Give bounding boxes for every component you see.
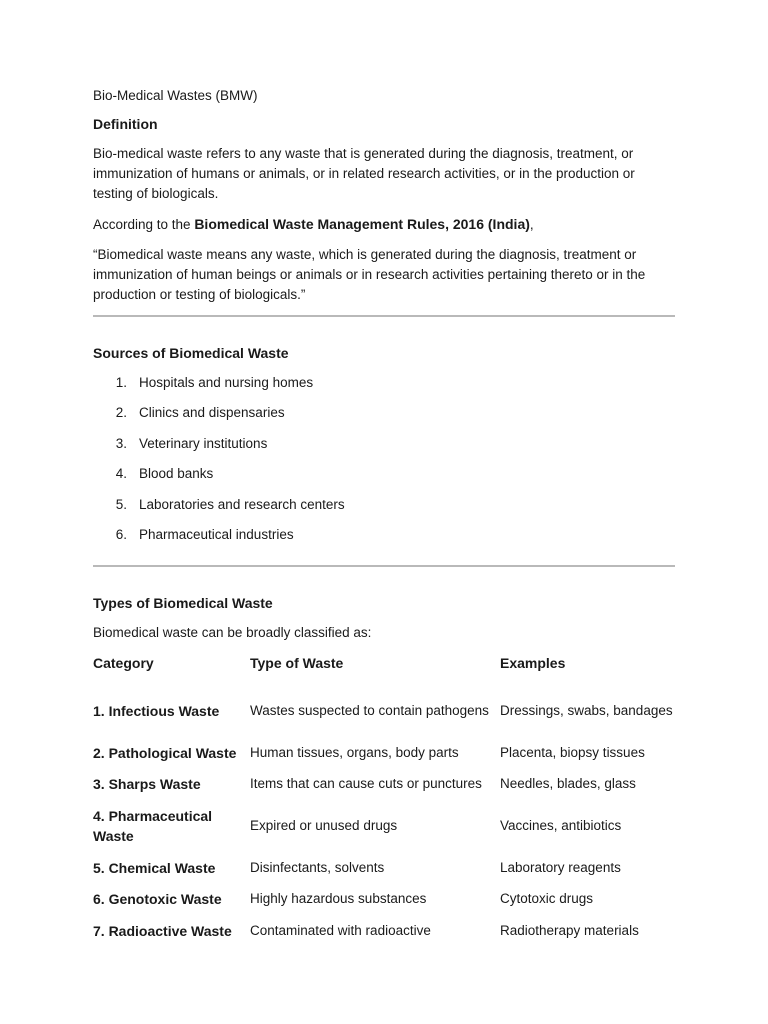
list-text: Laboratories and research centers bbox=[139, 496, 345, 512]
category-cell: 2. Pathological Waste bbox=[93, 744, 237, 761]
list-item bbox=[93, 373, 675, 403]
category-cell: 6. Genotoxic Waste bbox=[93, 890, 222, 907]
list-number: 5. bbox=[115, 496, 127, 512]
table-row bbox=[93, 768, 675, 799]
table-row bbox=[93, 685, 675, 737]
table-row bbox=[93, 799, 675, 852]
definition-quote: “Biomedical waste means any waste, which is generated during the diagnosis, treatment or immunization of human beings or animals or in research activities pertaining thereto or in the production or testing of biologicals.” bbox=[93, 247, 646, 302]
table-row bbox=[93, 883, 675, 914]
examples-cell: Radiotherapy materials bbox=[500, 922, 639, 938]
list-number: 3. bbox=[115, 435, 127, 451]
examples-cell: Cytotoxic drugs bbox=[500, 890, 594, 906]
examples-cell: Vaccines, antibiotics bbox=[500, 817, 622, 833]
examples-cell: Placenta, biopsy tissues bbox=[500, 744, 645, 760]
list-text: Clinics and dispensaries bbox=[139, 405, 285, 421]
table-row bbox=[93, 737, 675, 768]
definition-paragraph: Bio-medical waste refers to any waste that is generated during the diagnosis, treatment, or immunization of humans or animals, or in related research activities, or in the production or testing of biologicals. bbox=[93, 146, 635, 201]
category-cell: 5. Chemical Waste bbox=[93, 859, 216, 876]
table-row bbox=[93, 914, 675, 947]
list-text: Hospitals and nursing homes bbox=[139, 375, 314, 390]
examples-cell: Dressings, swabs, bandages bbox=[500, 703, 673, 719]
document-title: Bio-Medical Wastes (BMW) bbox=[93, 88, 258, 103]
document-body bbox=[93, 86, 675, 947]
category-cell: 3. Sharps Waste bbox=[93, 775, 201, 792]
types-heading: Types of Biomedical Waste bbox=[93, 595, 273, 612]
type-cell: Highly hazardous substances bbox=[250, 890, 427, 906]
list-text: Pharmaceutical industries bbox=[139, 526, 294, 542]
list-item bbox=[93, 464, 675, 494]
type-cell: Contaminated with radioactive bbox=[250, 922, 431, 938]
list-item bbox=[93, 403, 675, 433]
table-header-row bbox=[93, 653, 675, 685]
type-cell: Human tissues, organs, body parts bbox=[250, 744, 459, 760]
examples-cell: Laboratory reagents bbox=[500, 859, 621, 875]
examples-cell: Needles, blades, glass bbox=[500, 775, 636, 791]
column-header-category: Category bbox=[93, 655, 154, 672]
type-cell: Disinfectants, solvents bbox=[250, 859, 385, 875]
list-text: Blood banks bbox=[139, 466, 214, 482]
types-intro: Biomedical waste can be broadly classified as: bbox=[93, 625, 372, 641]
list-text: Veterinary institutions bbox=[139, 435, 268, 451]
definition-heading: Definition bbox=[93, 116, 158, 132]
according-suffix: , bbox=[529, 217, 534, 232]
list-number: 6. bbox=[115, 526, 127, 542]
types-table bbox=[93, 653, 675, 947]
table-row bbox=[93, 852, 675, 883]
type-cell: Expired or unused drugs bbox=[250, 817, 398, 833]
list-item bbox=[93, 434, 675, 464]
list-number: 1. bbox=[115, 375, 127, 390]
according-prefix: According to the bbox=[93, 217, 195, 232]
category-cell: 4. Pharmaceutical Waste bbox=[93, 807, 213, 844]
list-item bbox=[93, 495, 675, 525]
column-header-examples: Examples bbox=[500, 655, 566, 672]
list-number: 4. bbox=[115, 466, 127, 482]
column-header-type: Type of Waste bbox=[250, 655, 344, 672]
list-number: 2. bbox=[115, 405, 127, 421]
according-line bbox=[93, 214, 675, 235]
sources-list bbox=[93, 373, 675, 555]
category-cell: 1. Infectious Waste bbox=[93, 703, 220, 720]
category-cell: 7. Radioactive Waste bbox=[93, 922, 232, 939]
type-cell: Items that can cause cuts or punctures bbox=[250, 775, 482, 791]
section-divider bbox=[93, 565, 675, 567]
type-cell: Wastes suspected to contain pathogens bbox=[250, 703, 489, 719]
section-divider bbox=[93, 315, 675, 317]
list-item bbox=[93, 525, 675, 555]
sources-heading: Sources of Biomedical Waste bbox=[93, 345, 289, 361]
rules-name: Biomedical Waste Management Rules, 2016 (India) bbox=[194, 216, 530, 232]
